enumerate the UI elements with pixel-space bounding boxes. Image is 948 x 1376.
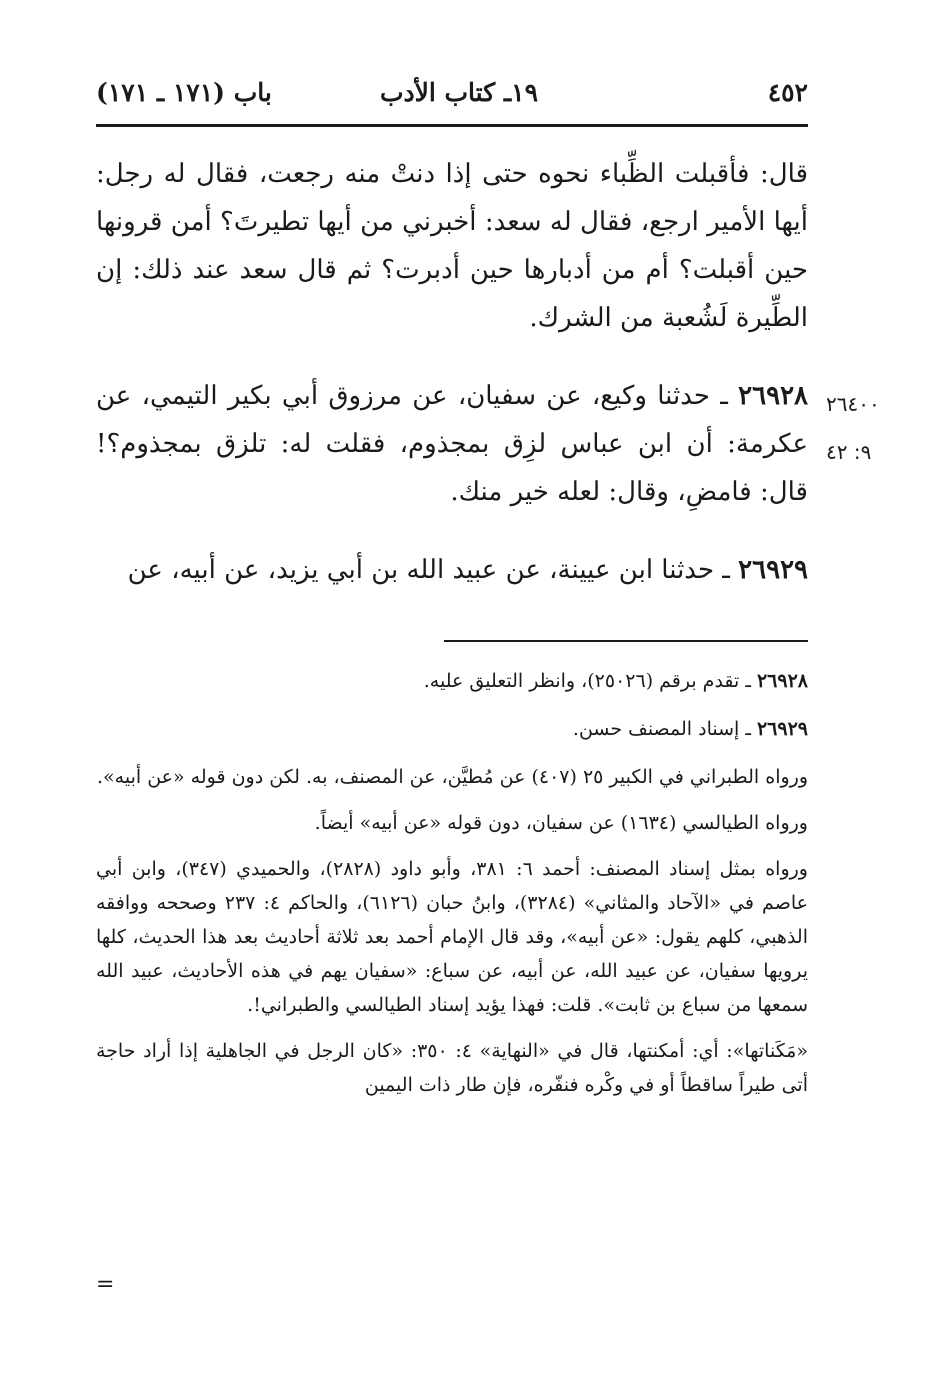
continuation-mark: = [96,1272,115,1297]
hadith-26928 [96,372,808,516]
footnote-text: ـ تقدم برقم (٢٥٠٢٦)، وانظر التعليق عليه. [423,670,757,692]
hadith-number: ٢٦٩٢٩ [738,555,808,585]
footnote-paragraph: «مَكَناتها»: أي: أمكنتها، قال في «النهاية» ٤: ٣٥٠: «كان الرجل في الجاهلية إذا أراد حاجة أتى طيراً ساقطاً أو في وكْره فنفّره، فإن طار ذات اليمين [96,1040,808,1096]
hadith-text: ـ حدثنا وكيع، عن سفيان، عن مرزوق أبي بكير التيمي، عن عكرمة: أن ابن عباس لزِق بمجذوم، فقلت له: تلزق بمجذوم؟! قال: فامضِ، وقال: لعله خير منك. [96,381,808,507]
main-paragraph: قال: فأقبلت الظِّباء نحوه حتى إذا دنتْ منه رجعت، فقال له رجل: أيها الأمير ارجع، فقال له سعد: أخبرني من أيها تطيرتَ؟ أمن قرونها حين أقبلت؟ أم من أدبارها حين أدبرت؟ ثم قال سعد عند ذلك: إن الطِّيرة لَشُعبة من الشرك. [96,159,808,333]
margin-reference: ٩: ٤٢ [826,440,872,464]
footnote [96,664,808,698]
hadith-26929 [96,546,808,594]
chapter-title: باب (١٧١ ـ ١٧١) [96,78,272,107]
page-header [96,78,808,118]
footnote-number: ٢٦٩٢٨ [756,670,808,692]
footnote-paragraph: ورواه بمثل إسناد المصنف: أحمد ٦: ٣٨١، وأبو داود (٢٨٢٨)، والحميدي (٣٤٧)، وابن أبي عاصم في «الآحاد والمثاني» (٣٢٨٤)، وابنُ حبان (٦١٢٦)، والحاكم ٤: ٢٣٧ وصححه ووافقه الذهبي، كلهم يقول: «عن أبيه»، وقد قال الإمام أحمد بعد ثلاثة أحاديث بعد هذا الحديث، كلها يرويها سفيان، عن عبيد الله، عن أبيه، عن سباع: «سفيان يهم في هذه الأحاديث، عبيد الله سمعها من سباع بن ثابت». قلت: فهذا يؤيد إسناد الطيالسي والطبراني!. [96,858,808,1016]
footnote-separator [444,640,808,642]
footnote-text: ـ إسناد المصنف حسن. [572,718,757,740]
footnote-paragraph: ورواه الطبراني في الكبير ٢٥ (٤٠٧) عن مُطيَّن، عن المصنف، به. لكن دون قوله «عن أبيه». [97,766,808,788]
book-title: ١٩ـ كتاب الأدب [379,78,538,107]
hadith-number: ٢٦٩٢٨ [738,381,808,411]
page-number: ٤٥٢ [767,78,808,107]
footnote-number: ٢٦٩٢٩ [756,718,808,740]
footnotes [96,664,808,1114]
header-rule [96,124,808,127]
footnote-paragraph: ورواه الطيالسي (١٦٣٤) عن سفيان، دون قوله «عن أبيه» أيضاً. [314,812,808,834]
footnote [96,712,808,746]
margin-reference: ٢٦٤٠٠ [826,392,880,416]
main-text [96,150,808,594]
hadith-text: ـ حدثنا ابن عيينة، عن عبيد الله بن أبي يزيد، عن أبيه، عن [127,555,739,585]
